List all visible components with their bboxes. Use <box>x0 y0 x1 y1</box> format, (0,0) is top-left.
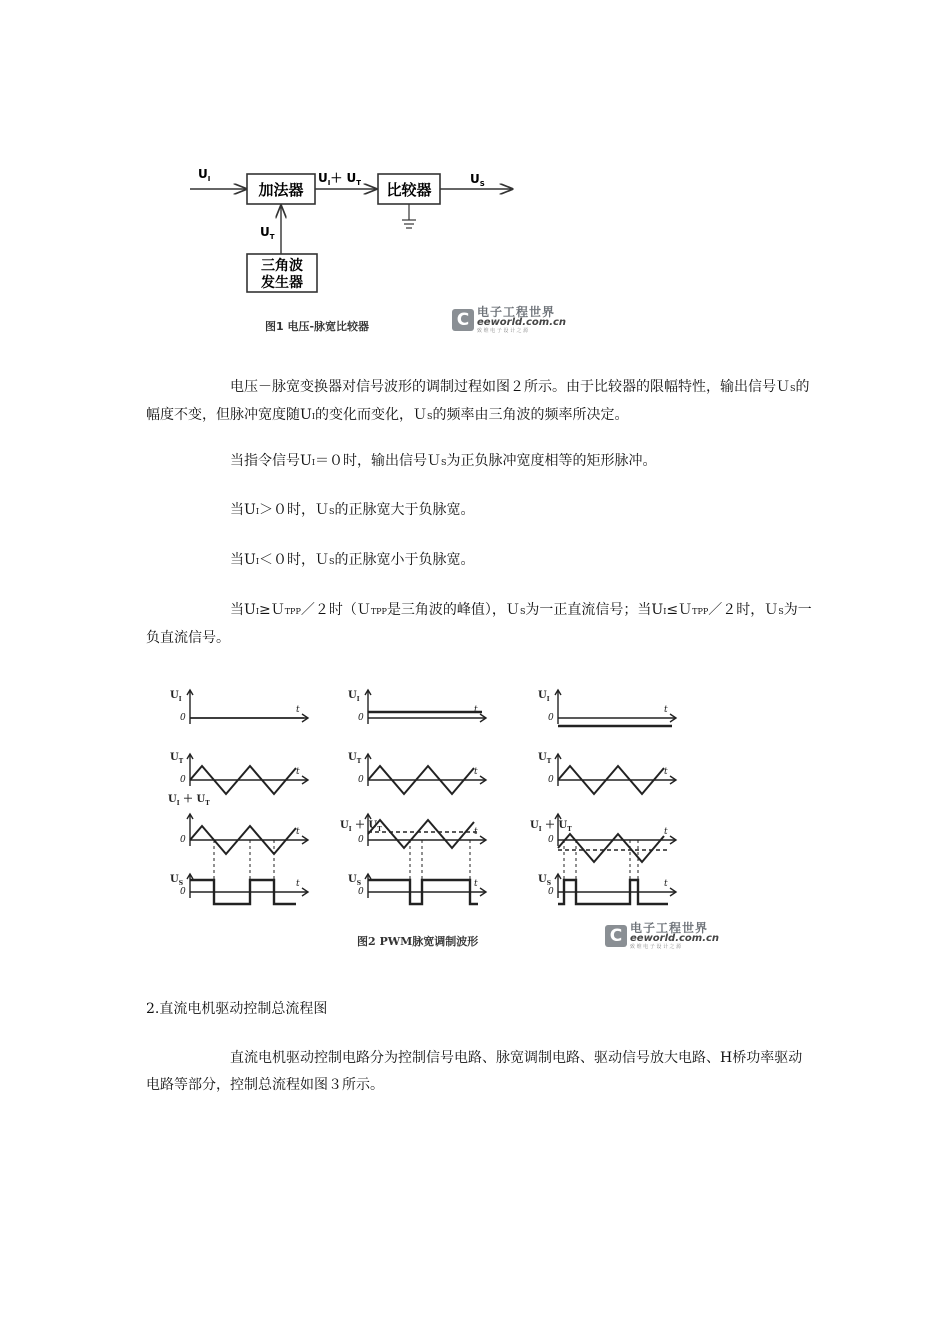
comparator-label: 比较器 <box>386 181 432 199</box>
logo-cn-text-2: 电子工程世界 <box>630 921 709 935</box>
col1-ut-zero: 0 <box>180 775 186 785</box>
col3-ut-label: $U_T$ <box>538 752 552 765</box>
figure-2-caption: 图2 PWM脉宽调制波形 <box>357 935 479 948</box>
col2-ut-label: $U_T$ <box>348 752 362 765</box>
col1-ut-t: t <box>296 767 300 777</box>
logo-en-text: eeworld.com.cn <box>477 317 567 328</box>
eeworld-logo-2 <box>605 922 719 950</box>
generator-label-2: 发生器 <box>261 275 303 291</box>
col2-sum-label: $U_I + U_T$ <box>340 820 382 833</box>
col2-us-zero: 0 <box>358 887 364 897</box>
figure-2-pwm-waveforms <box>160 680 720 960</box>
paragraph-ui-zero: 当指令信号UI＝０时，输出信号ＵS为正负脉冲宽度相等的矩形脉冲。 <box>230 453 657 469</box>
logo-cn-text: 电子工程世界 <box>477 305 556 319</box>
col2-ui-label: $U_I$ <box>348 690 360 703</box>
eeworld-logo-mark: C <box>452 309 474 331</box>
eeworld-logo-mark-2: C <box>605 925 627 947</box>
col2-ui-zero: 0 <box>358 713 364 723</box>
col2-us-label: $U_S$ <box>348 874 362 887</box>
col1-ut-label: $U_T$ <box>170 752 184 765</box>
logo-slogan-2: 致 维 电 子 设 计 之 源 <box>630 944 682 950</box>
sum-label: $U_I+ U_T$ <box>318 171 362 187</box>
paragraph-modulation: 电压－脉宽变换器对信号波形的调制过程如图２所示。由于比较器的限幅特性，输出信号ＵS的幅度不变，但脉冲宽度随UI的变化而变化，ＵS的频率由三角波的频率所决定。 <box>146 379 810 423</box>
col1-sum-label: $U_I + U_T$ <box>168 794 210 807</box>
col1-ui-zero: 0 <box>180 713 186 723</box>
col1-us-t: t <box>296 879 300 889</box>
col2-ut-zero: 0 <box>358 775 364 785</box>
col3-ui-t: t <box>664 705 668 715</box>
col3-ui-label: $U_I$ <box>538 690 550 703</box>
col2-ui-t: t <box>474 705 478 715</box>
col3-us-zero: 0 <box>548 887 554 897</box>
col1-ui-label: $U_I$ <box>170 690 182 703</box>
eeworld-logo <box>452 306 566 334</box>
figure-1-caption: 图1 电压-脉宽比较器 <box>265 320 370 333</box>
col1-sum-t: t <box>296 827 300 837</box>
col3-ut-zero: 0 <box>548 775 554 785</box>
col2-sum-wave <box>368 820 474 848</box>
col3-us-label: $U_S$ <box>538 874 552 887</box>
col3-us-t: t <box>664 879 668 889</box>
col1-us-label: $U_S$ <box>170 874 184 887</box>
paragraph-control-flow: 直流电机驱动控制电路分为控制信号电路、脉宽调制电路、驱动信号放大电路、H桥功率驱动电路等部分，控制总流程如图３所示。 <box>146 1050 803 1093</box>
col2-us-t: t <box>474 879 478 889</box>
paragraph-ui-negative: 当UI＜０时，ＵS的正脉宽小于负脉宽。 <box>230 552 475 568</box>
col3-ui-zero: 0 <box>548 713 554 723</box>
logo-slogan: 致 维 电 子 设 计 之 源 <box>477 328 529 334</box>
output-label: $U_S$ <box>470 172 485 188</box>
logo-en-text-2: eeworld.com.cn <box>630 933 720 944</box>
col3-sum-label: $U_I + U_T$ <box>530 820 572 833</box>
col2-sum-t: t <box>474 827 478 837</box>
col1-ui-t: t <box>296 705 300 715</box>
section-heading: 2.直流电机驱动控制总流程图 <box>146 1001 328 1017</box>
adder-label: 加法器 <box>258 181 304 199</box>
input-label: $U_I$ <box>198 167 211 183</box>
col2-sum-zero: 0 <box>358 835 364 845</box>
col3-sum-wave <box>558 834 664 862</box>
col3-sum-t: t <box>664 827 668 837</box>
col3-ut-t: t <box>664 767 668 777</box>
triangle-label: $U_T$ <box>260 225 275 241</box>
col1-us-zero: 0 <box>180 887 186 897</box>
col3-sum-zero: 0 <box>548 835 554 845</box>
col2-ut-t: t <box>474 767 478 777</box>
col1-sum-zero: 0 <box>180 835 186 845</box>
paragraph-ui-positive: 当UI＞０时，ＵS的正脉宽大于负脉宽。 <box>230 502 475 518</box>
generator-label-1: 三角波 <box>261 258 303 274</box>
ground-icon <box>402 204 416 228</box>
paragraph-ui-limit: 当UI≥ＵTPP／２时（ＵTPP是三角波的峰值），ＵS为一正直流信号；当UI≤ＵTPP／２时，ＵS为一负直流信号。 <box>146 602 812 646</box>
